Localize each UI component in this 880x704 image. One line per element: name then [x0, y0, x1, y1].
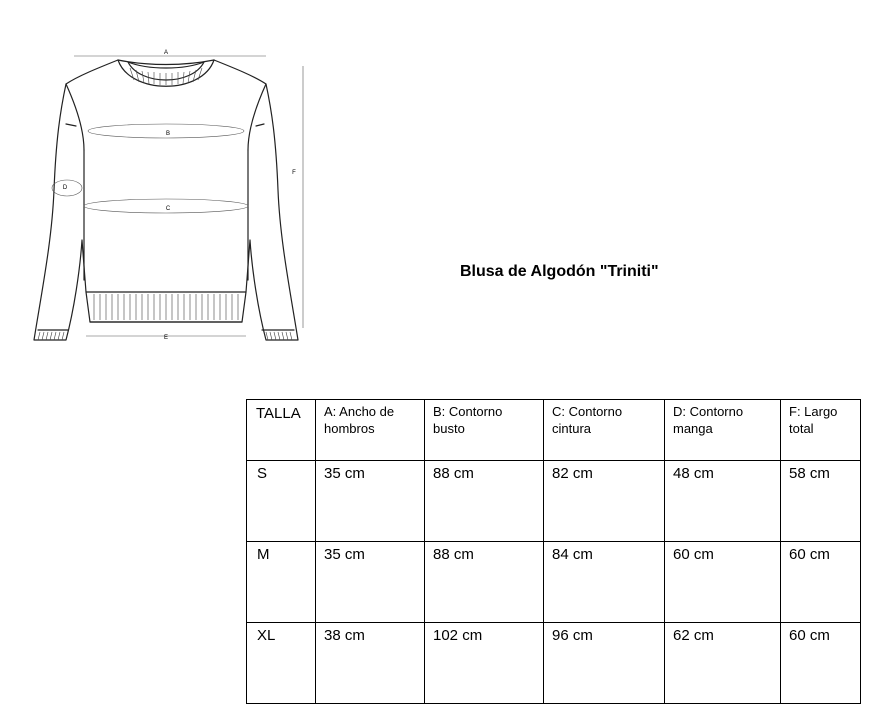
table-row	[247, 623, 861, 704]
header-contorno-manga: D: Contorno manga	[665, 400, 781, 461]
table-row	[247, 542, 861, 623]
cell-size: XL	[247, 623, 316, 704]
header-contorno-cintura: C: Contorno cintura	[544, 400, 665, 461]
table-row	[247, 461, 861, 542]
product-title: Blusa de Algodón "Triniti"	[460, 263, 659, 280]
header-largo-total: F: Largo total	[781, 400, 861, 461]
cell-size: S	[247, 461, 316, 542]
label-a: A	[163, 50, 169, 56]
sweater-diagram	[18, 40, 318, 380]
cell-value: 60 cm	[781, 623, 861, 704]
cell-value: 88 cm	[425, 461, 544, 542]
cell-value: 60 cm	[665, 542, 781, 623]
label-d: D	[62, 185, 68, 191]
cell-value: 38 cm	[316, 623, 425, 704]
cell-value: 84 cm	[544, 542, 665, 623]
cell-value: 58 cm	[781, 461, 861, 542]
cell-value: 96 cm	[544, 623, 665, 704]
cell-size: M	[247, 542, 316, 623]
cell-value: 35 cm	[316, 542, 425, 623]
label-c: C	[165, 206, 171, 212]
cell-value: 62 cm	[665, 623, 781, 704]
label-b: B	[165, 131, 171, 137]
table-header-row	[247, 400, 861, 461]
header-ancho-hombros: A: Ancho de hombros	[316, 400, 425, 461]
label-e: E	[163, 335, 169, 341]
cell-value: 35 cm	[316, 461, 425, 542]
size-table	[246, 399, 861, 704]
cell-value: 102 cm	[425, 623, 544, 704]
label-f: F	[292, 170, 296, 176]
cell-value: 82 cm	[544, 461, 665, 542]
cell-value: 88 cm	[425, 542, 544, 623]
header-contorno-busto: B: Contorno busto	[425, 400, 544, 461]
cell-value: 60 cm	[781, 542, 861, 623]
cell-value: 48 cm	[665, 461, 781, 542]
header-talla: TALLA	[247, 400, 316, 461]
